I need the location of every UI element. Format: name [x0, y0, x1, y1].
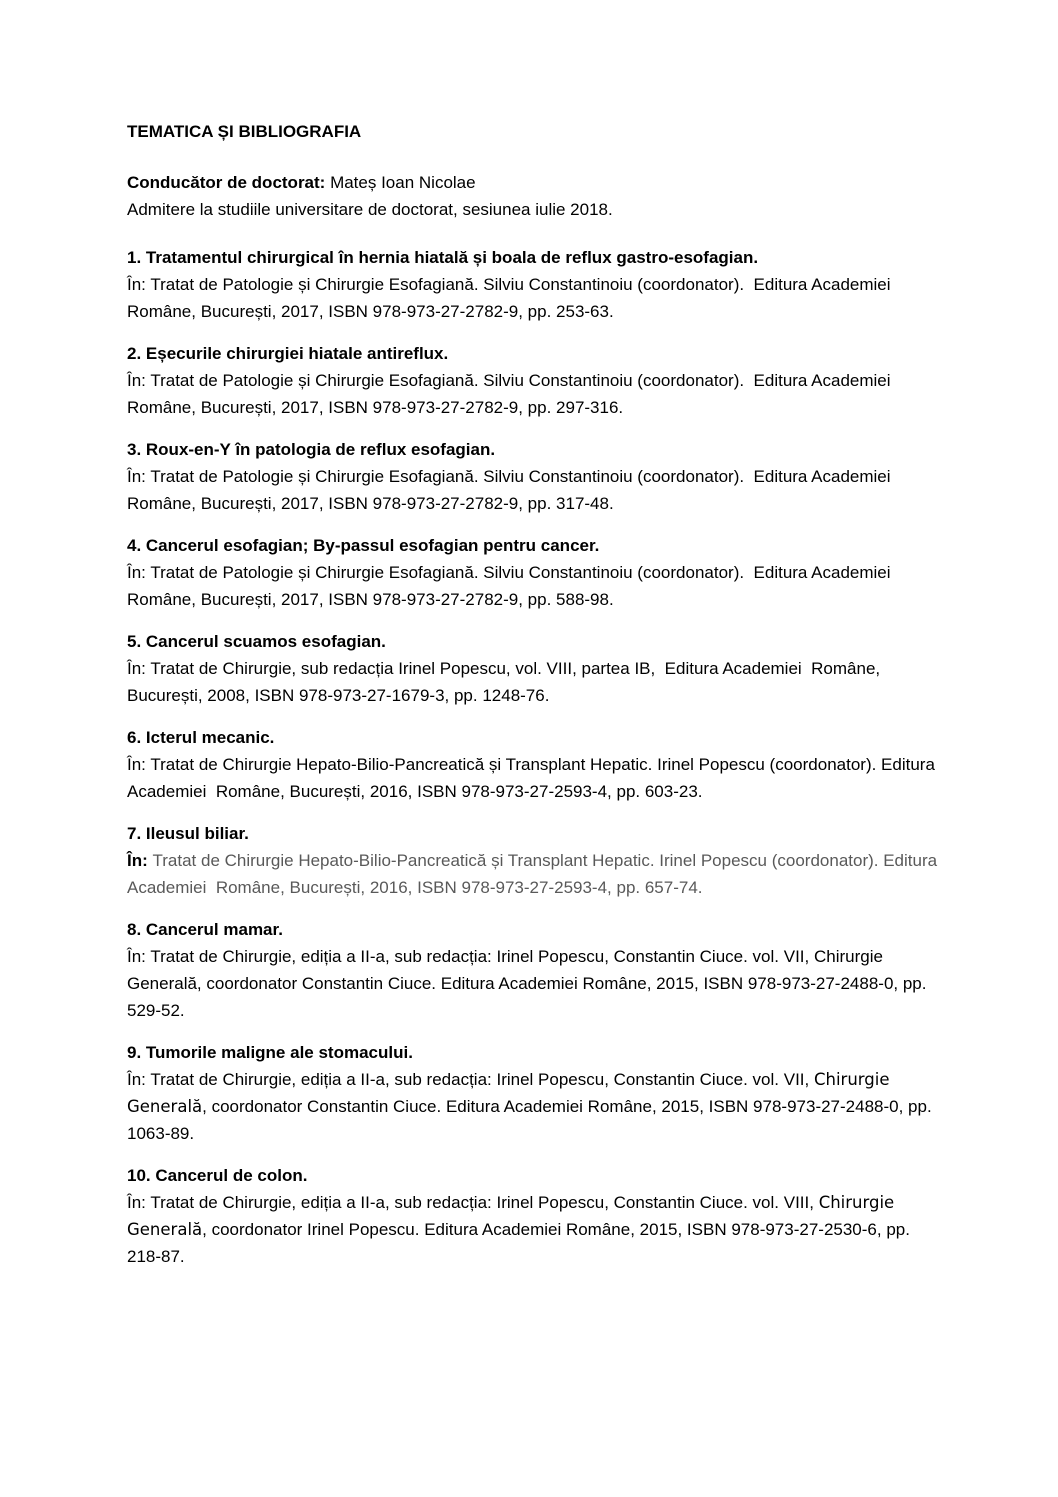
in-label: În:	[127, 755, 151, 774]
alt-font-segment: Chirurgie Generală	[127, 1070, 895, 1116]
in-label: În:	[127, 467, 151, 486]
body-text: Tratat de Patologie și Chirurgie Esofagiană. Silviu Constantinoiu (coordonator). Editura Academiei Române, București, 2017, ISBN 978-973-27-2782-9, pp. 317-48.	[127, 467, 896, 513]
body-text: , coordonator Irinel Popescu. Editura Academiei Române, 2015, ISBN 978-973-27-2530-6, pp. 218-87.	[127, 1220, 915, 1266]
advisor-name: Mateș Ioan Nicolae	[330, 173, 476, 192]
entry-body	[127, 655, 938, 709]
in-label: În:	[127, 659, 151, 678]
bibliography-entry-4	[127, 532, 938, 613]
entry-heading: 7. Ileusul biliar.	[127, 824, 249, 843]
entry-heading: 2. Eșecurile chirurgiei hiatale antireflux.	[127, 344, 449, 363]
entry-body	[127, 943, 938, 1024]
entry-heading: 8. Cancerul mamar.	[127, 920, 283, 939]
body-text: Tratat de Patologie și Chirurgie Esofagiană. Silviu Constantinoiu (coordonator). Editura Academiei Române, București, 2017, ISBN 978-973-27-2782-9, pp. 253-63.	[127, 275, 896, 321]
entry-heading: 10. Cancerul de colon.	[127, 1166, 308, 1185]
entry-body	[127, 751, 938, 805]
in-label: În:	[127, 947, 151, 966]
body-text: Tratat de Chirurgie, ediția a II-a, sub redacția: Irinel Popescu, Constantin Ciuce. vol. VII,	[150, 1070, 814, 1089]
advisor-line	[127, 169, 938, 196]
bibliography-entry-1	[127, 244, 938, 325]
bibliography-entry-2	[127, 340, 938, 421]
body-text: Tratat de Chirurgie Hepato-Bilio-Pancreatică și Transplant Hepatic. Irinel Popescu (coordonator). Editura Academiei Române, București, 2016, ISBN 978-973-27-2593-4, pp. 657-74.	[127, 851, 941, 897]
entry-heading: 9. Tumorile maligne ale stomacului.	[127, 1043, 413, 1062]
entry-heading: 6. Icterul mecanic.	[127, 728, 275, 747]
in-label: În:	[127, 851, 153, 870]
alt-font-segment: Chirurgie Generală	[127, 1193, 900, 1239]
bibliography-entry-3	[127, 436, 938, 517]
bibliography-entry-7	[127, 820, 941, 901]
body-text: Tratat de Patologie și Chirurgie Esofagiană. Silviu Constantinoiu (coordonator). Editura Academiei Române, București, 2017, ISBN 978-973-27-2782-9, pp. 588-98.	[127, 563, 896, 609]
in-label: În:	[127, 275, 151, 294]
entry-body	[127, 1066, 938, 1147]
entry-body	[127, 559, 938, 613]
admission-line: Admitere la studiile universitare de doctorat, sesiunea iulie 2018.	[127, 200, 613, 219]
in-label: În:	[127, 1070, 151, 1089]
body-text: Tratat de Chirurgie, ediția a II-a, sub redacția: Irinel Popescu, Constantin Ciuce. vol. VII, Chirurgie Generală, coordonator Constantin Ciuce. Editura Academiei Române, 2015, ISBN 978-973-27-2488-0, pp. 529-52.	[127, 947, 932, 1020]
entry-body	[127, 1189, 938, 1270]
in-label: În:	[127, 1193, 151, 1212]
page-title: TEMATICA ȘI BIBLIOGRAFIA	[127, 122, 362, 141]
body-text: Tratat de Chirurgie, ediția a II-a, sub redacția: Irinel Popescu, Constantin Ciuce. vol. VIII,	[150, 1193, 819, 1212]
entry-heading: 4. Cancerul esofagian; By-passul esofagian pentru cancer.	[127, 536, 600, 555]
in-label: În:	[127, 563, 151, 582]
entry-heading: 5. Cancerul scuamos esofagian.	[127, 632, 386, 651]
entry-body	[127, 367, 938, 421]
body-text: Tratat de Patologie și Chirurgie Esofagiană. Silviu Constantinoiu (coordonator). Editura Academiei Române, București, 2017, ISBN 978-973-27-2782-9, pp. 297-316.	[127, 371, 896, 417]
body-text: , coordonator Constantin Ciuce. Editura Academiei Române, 2015, ISBN 978-973-27-2488-0, pp. 1063-89.	[127, 1097, 937, 1143]
bibliography-entry-10	[127, 1162, 938, 1270]
bibliography-entry-5	[127, 628, 938, 709]
bibliography-entry-6	[127, 724, 938, 805]
entry-heading: 1. Tratamentul chirurgical în hernia hiatală și boala de reflux gastro-esofagian.	[127, 248, 759, 267]
entry-heading: 3. Roux-en-Y în patologia de reflux esofagian.	[127, 440, 496, 459]
in-label: În:	[127, 371, 151, 390]
entry-body	[127, 271, 938, 325]
entry-body	[127, 847, 941, 901]
body-text: Tratat de Chirurgie, sub redacția Irinel Popescu, vol. VIII, partea IB, Editura Academiei Române, București, 2008, ISBN 978-973-27-1679-3, pp. 1248-76.	[127, 659, 885, 705]
bibliography-entry-8	[127, 916, 938, 1024]
advisor-label: Conducător de doctorat:	[127, 173, 331, 192]
body-text: Tratat de Chirurgie Hepato-Bilio-Pancreatică și Transplant Hepatic. Irinel Popescu (coordonator). Editura Academiei Române, București, 2016, ISBN 978-973-27-2593-4, pp. 603-23.	[127, 755, 939, 801]
entry-body	[127, 463, 938, 517]
intro-block	[127, 169, 938, 223]
bibliography-entry-9	[127, 1039, 938, 1147]
